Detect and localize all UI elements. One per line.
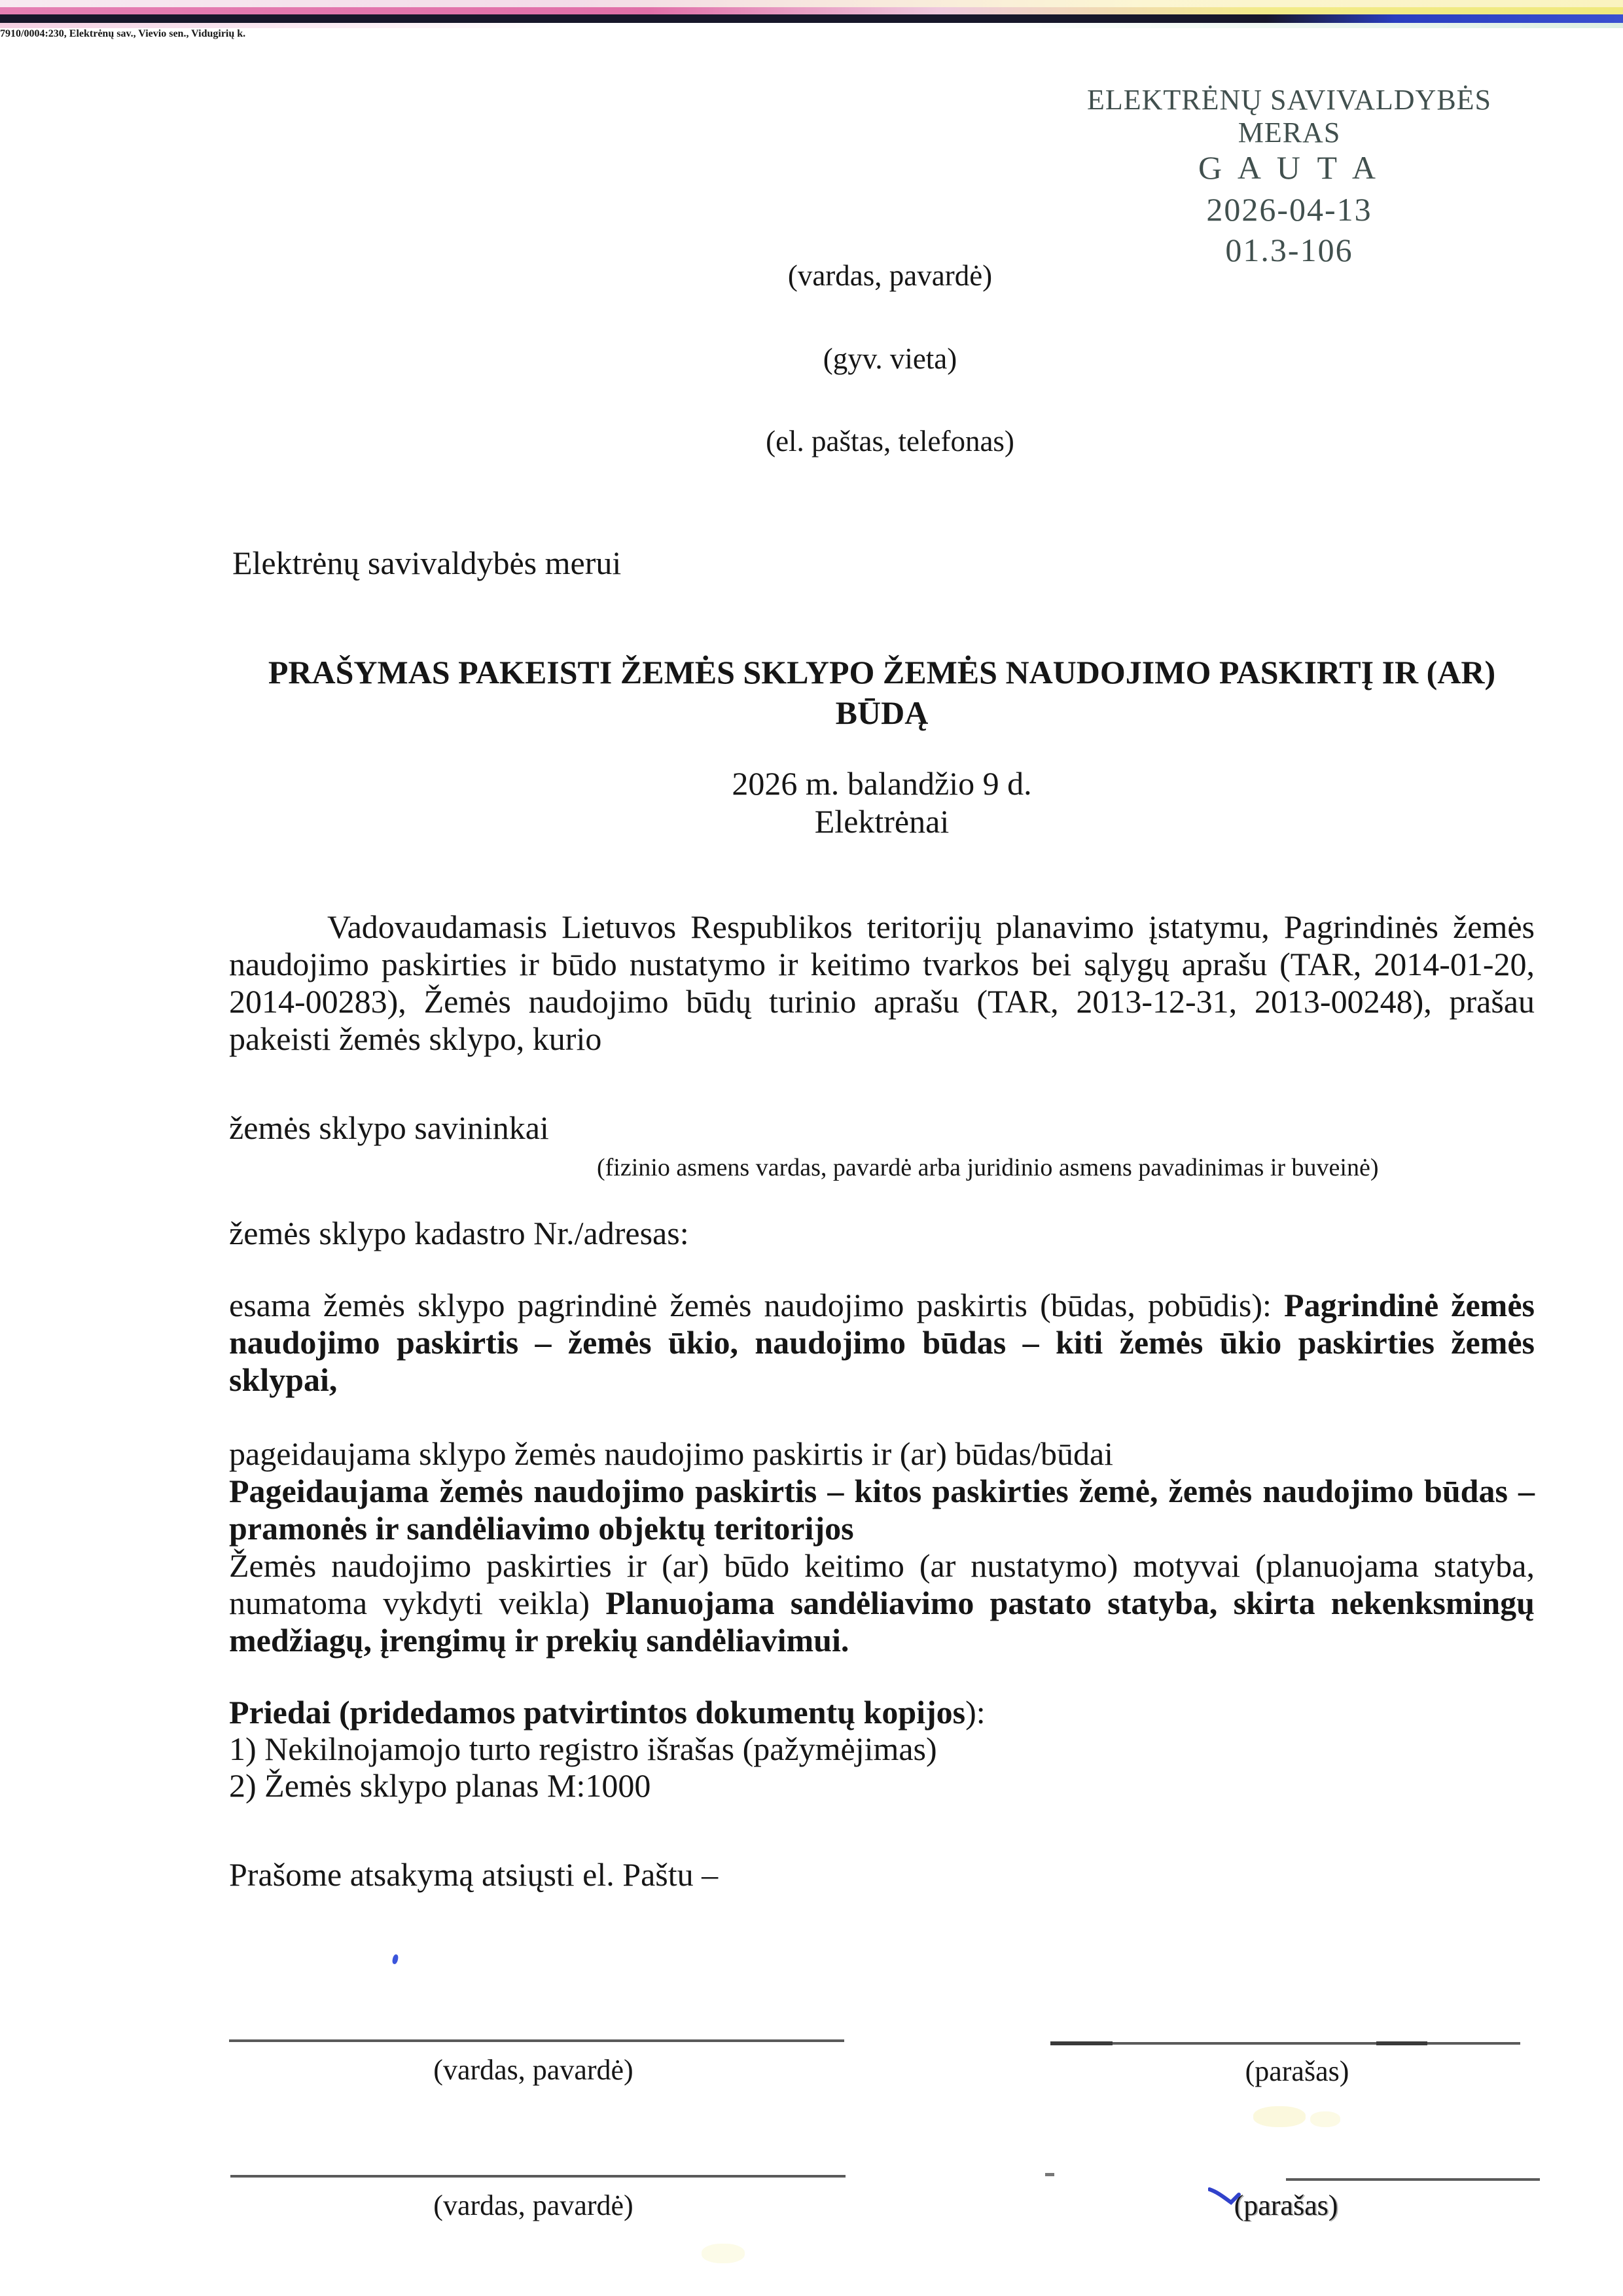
motives-value: Planuojama sandėliavimo pastato statyba, skirta nekenksmingų medžiagų, įrengimų ir prekių sandėliavimui.: [229, 1585, 1535, 1659]
scan-artifact-stripe: [0, 23, 1623, 28]
line-darker-segment: [1376, 2041, 1427, 2045]
current-purpose-label: esama žemės sklypo pagrindinė žemės naudojimo paskirtis (būdas, pobūdis):: [229, 1287, 1285, 1323]
signature-sign-line-2: [1286, 2178, 1540, 2181]
current-purpose-paragraph: [229, 1287, 1535, 1399]
applicant-name-hint: (vardas, pavardė): [787, 259, 993, 292]
addressee-line: Elektrėnų savivaldybės merui: [232, 545, 622, 581]
scan-artifact-stripe: [0, 7, 1623, 14]
scan-color-artifact: [693, 1235, 921, 1266]
motives-label: Žemės naudojimo paskirties ir (ar) būdo keitimo (ar nustatymo) motyvai (planuojama statyba, numatoma vykdyti veikla): [229, 1547, 1535, 1621]
document-title: [229, 652, 1535, 733]
scan-smudge: [1253, 2106, 1306, 2127]
desired-purpose-label: pageidaujama sklypo žemės naudojimo paskirtis ir (ar) būdas/būdai: [229, 1435, 1114, 1472]
cadastre-line: [229, 1215, 1535, 1252]
owners-hint: (fizinio asmens vardas, pavardė arba juridinio asmens pavadinimas ir buveinė): [597, 1154, 1379, 1181]
scan-artifact-stripe: [0, 0, 1623, 7]
signature-sign-hint-1: (parašas): [1245, 2055, 1349, 2087]
attachments-heading: [229, 1694, 1535, 1731]
cadastre-value: 7910/0004:230, Elektrėnų sav., Vievio sen., Vidugirių k.: [0, 28, 246, 39]
motives-paragraph: [229, 1547, 1535, 1659]
cadastre-label: žemės sklypo kadastro Nr./adresas:: [229, 1215, 698, 1251]
scan-artifact-stripe: [0, 14, 1623, 23]
document-date: 2026 m. balandžio 9 d.: [732, 765, 1032, 802]
receipt-stamp: [1047, 84, 1531, 268]
desired-purpose-value: Pageidaujama žemės naudojimo paskirtis – kitos paskirties žemė, žemės naudojimo būdas – pramonės ir sandėliavimo objektų teritorijos: [229, 1473, 1535, 1547]
stamp-organization: ELEKTRĖNŲ SAVIVALDYBĖS MERAS: [1086, 84, 1492, 149]
applicant-contacts-hint: (el. paštas, telefonas): [766, 425, 1014, 457]
stamp-received-date: 2026-04-13: [1206, 191, 1372, 228]
current-purpose-value: Pagrindinė žemės naudojimo paskirtis – žemės ūkio, naudojimo būdas – kiti žemės ūkio paskirties žemės sklypai,: [229, 1287, 1535, 1398]
attachments-heading-tail: ):: [965, 1694, 986, 1731]
scan-smudge: [702, 2244, 745, 2263]
signature-name-hint-2: (vardas, pavardė): [433, 2189, 633, 2221]
attachments-block: [229, 1694, 1535, 1804]
signature-name-hint-1: (vardas, pavardė): [433, 2054, 633, 2086]
line-darker-segment: [1050, 2041, 1113, 2045]
document-title-line2: BŪDĄ: [835, 694, 929, 731]
intro-paragraph: Vadovaudamasis Lietuvos Respublikos teritorijų planavimo įstatymu, Pagrindinės žemės naudojimo paskirties ir būdo nustatymo ir keitimo tvarkos bei sąlygų aprašu (TAR, 2014-01-20, 2014-00283), Žemės naudojimo būdų turinio aprašu (TAR, 2013-12-31, 2013-00248), prašau pakeisti žemės sklypo, kurio: [229, 908, 1535, 1057]
owners-label: žemės sklypo savininkai: [229, 1109, 549, 1146]
signature-name-line-2: [230, 2175, 846, 2178]
reply-note: Prašome atsakymą atsiųsti el. Paštu –: [229, 1856, 719, 1893]
applicant-residence-hint: (gyv. vieta): [823, 342, 957, 375]
stamp-received-label: G A U T A: [1198, 149, 1380, 186]
attachments-heading-bold: Priedai (pridedamos patvirtintos dokumentų kopijos: [229, 1694, 966, 1731]
dateline: [229, 764, 1535, 840]
desired-purpose-block: [229, 1435, 1535, 1659]
pen-dot-mark: [391, 1954, 399, 1964]
signature-sign-line-1: [1050, 2042, 1520, 2045]
document-place: Elektrėnai: [814, 803, 950, 840]
stamp-registration-number: 01.3-106: [1225, 232, 1353, 268]
document-title-line1: PRAŠYMAS PAKEISTI ŽEMĖS SKLYPO ŽEMĖS NAUDOJIMO PASKIRTĮ IR (AR): [268, 654, 1496, 691]
scan-smudge: [1310, 2111, 1340, 2127]
attachment-item: 2) Žemės sklypo planas M:1000: [229, 1767, 651, 1804]
signature-name-line-1: [229, 2039, 844, 2042]
stray-dash-mark: [1045, 2173, 1054, 2176]
attachment-item: 1) Nekilnojamojo turto registro išrašas (pažymėjimas): [229, 1731, 937, 1767]
signature-sign-hint-2: (parašas): [1234, 2189, 1338, 2221]
